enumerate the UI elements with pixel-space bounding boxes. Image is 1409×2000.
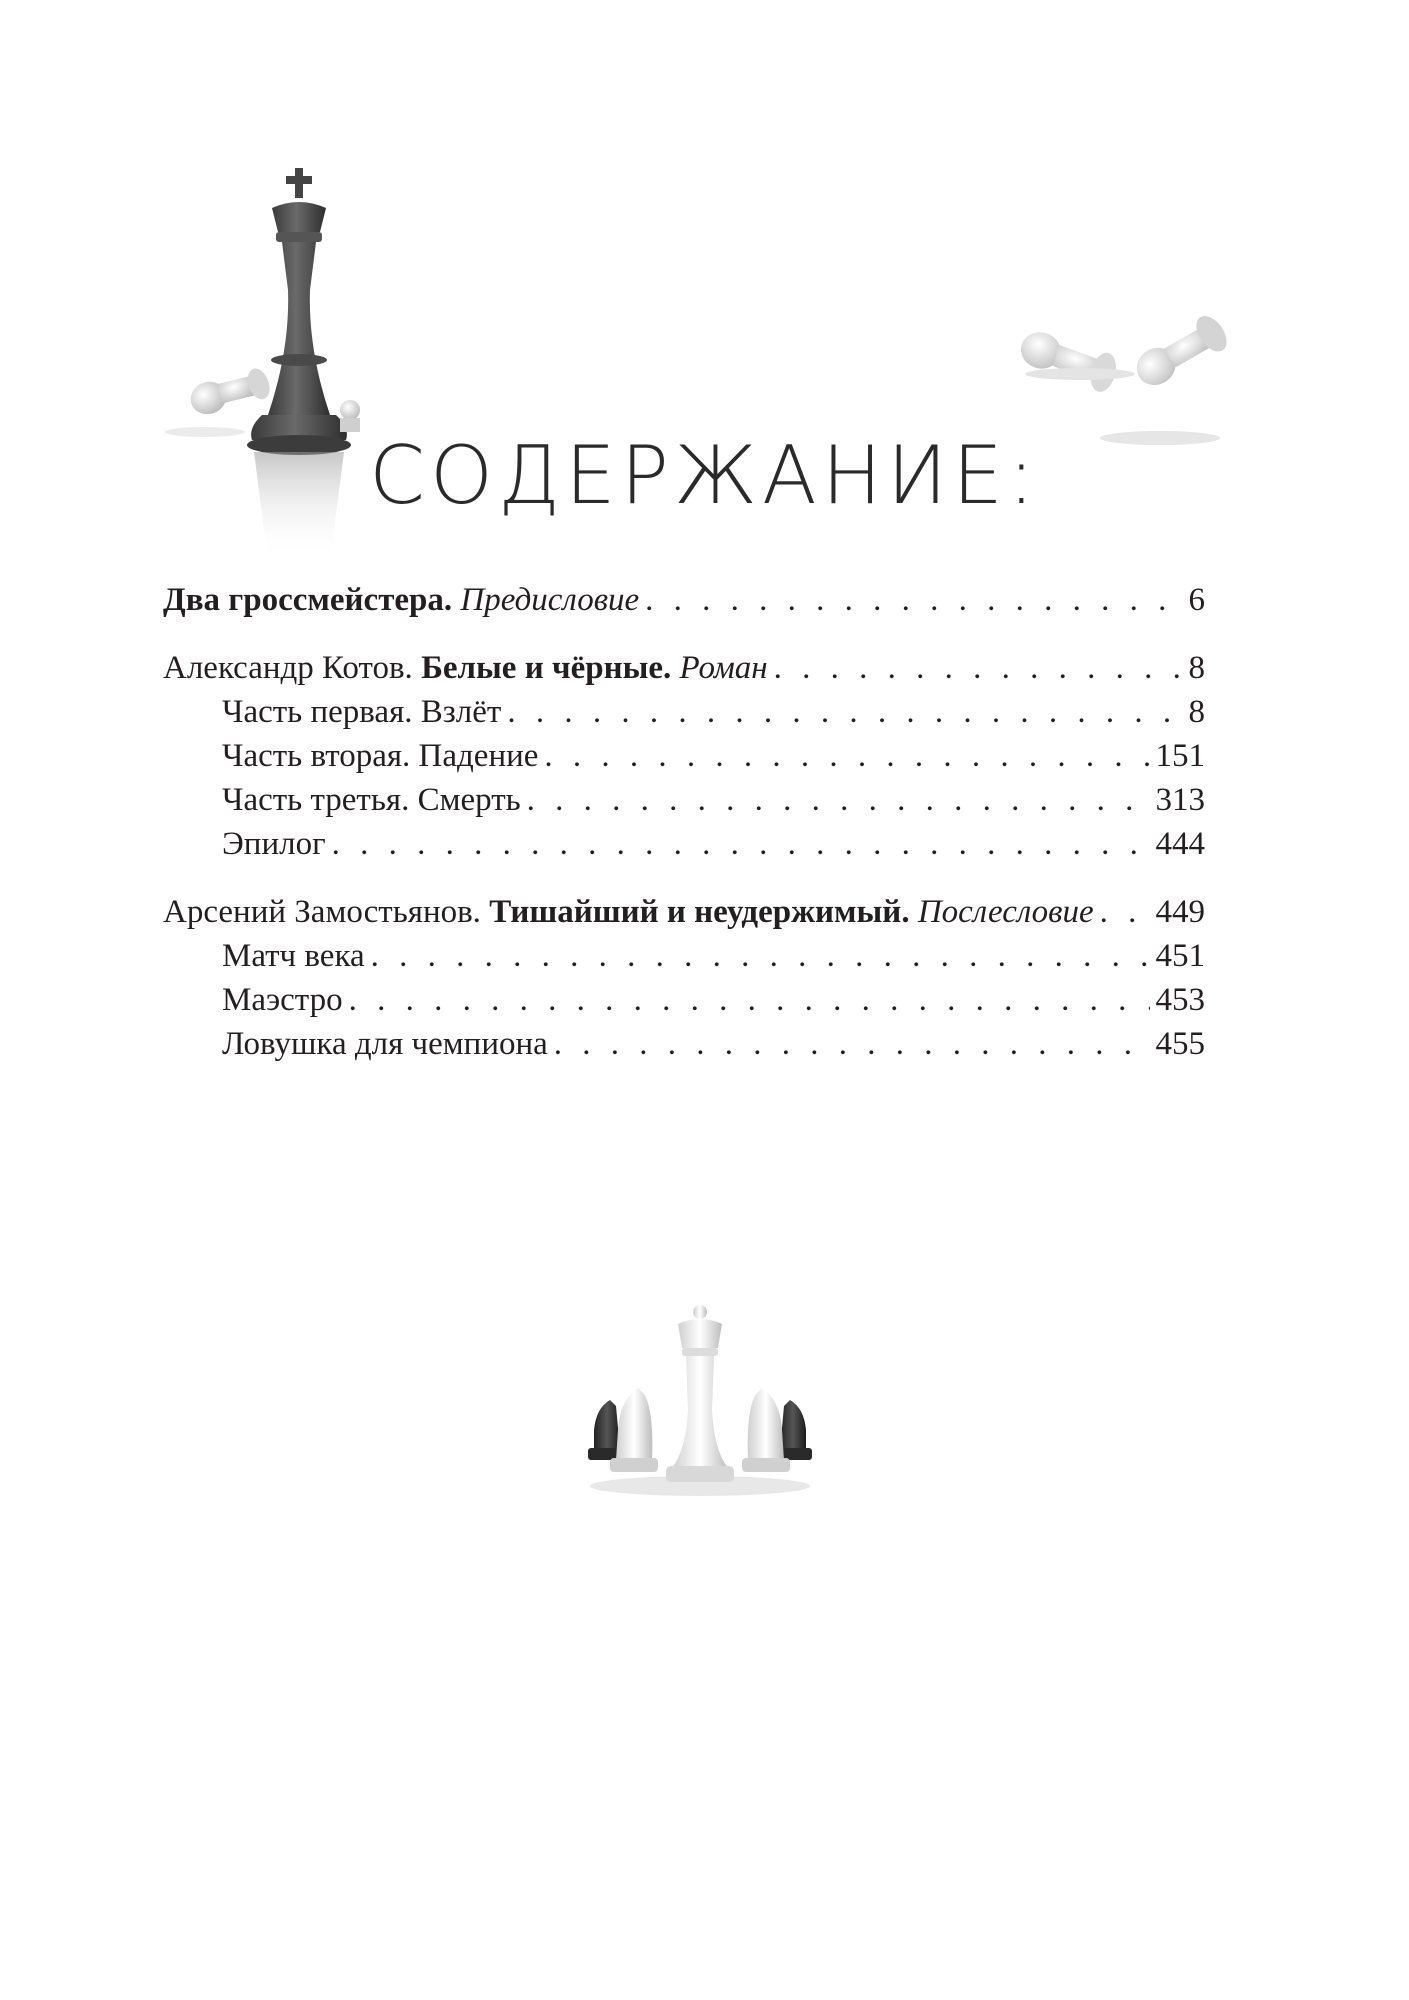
dot-leader [554, 1022, 1150, 1066]
toc-subentry[interactable] [163, 822, 1205, 866]
toc-page-number: 451 [1155, 938, 1205, 974]
toc-subentry-label: Маэстро [222, 982, 343, 1018]
toc-page-number: 8 [1188, 650, 1205, 686]
toc-entry-genre: Послесловие [917, 894, 1094, 930]
toc-subentry-label: Часть вторая. Падение [222, 738, 539, 774]
dot-leader [349, 978, 1150, 1022]
toc-subentry[interactable] [163, 934, 1205, 978]
toc-entry-afterword[interactable] [163, 890, 1205, 934]
toc-entry-title: Белые и чёрные. [421, 650, 672, 686]
table-of-contents [163, 578, 1205, 1066]
toc-subentry-label: Часть третья. Смерть [222, 782, 521, 818]
toc-page-number: 444 [1155, 826, 1205, 862]
dot-leader [507, 690, 1182, 734]
dot-leader [1100, 890, 1150, 934]
dot-leader [332, 822, 1150, 866]
dot-leader [544, 734, 1149, 778]
dot-leader [645, 578, 1182, 622]
toc-subentry-label: Часть первая. Взлёт [222, 694, 502, 730]
toc-page-number: 453 [1155, 982, 1205, 1018]
toc-subentry[interactable] [163, 778, 1205, 822]
toc-entry-author: Александр Котов. [163, 650, 413, 686]
fallen-pawns-icon [1010, 300, 1230, 450]
toc-entry-foreword[interactable] [163, 578, 1205, 622]
toc-entry-novel[interactable] [163, 646, 1205, 690]
dot-leader [527, 778, 1150, 822]
toc-page-number: 455 [1155, 1026, 1205, 1062]
toc-subentry[interactable] [163, 978, 1205, 1022]
toc-subentry-label: Эпилог [222, 826, 326, 862]
toc-page-number: 6 [1188, 582, 1205, 618]
toc-subentry-label: Матч века [222, 938, 365, 974]
chess-pieces-group-icon [580, 1300, 820, 1500]
toc-page-number: 449 [1155, 894, 1205, 930]
toc-entry-author: Арсений Замостьянов. [163, 894, 481, 930]
toc-page-number: 313 [1155, 782, 1205, 818]
toc-subentry[interactable] [163, 734, 1205, 778]
page-title: СОДЕРЖАНИЕ: [369, 428, 1040, 522]
toc-subentry[interactable] [163, 690, 1205, 734]
dot-leader [774, 646, 1183, 690]
toc-subentry[interactable] [163, 1022, 1205, 1066]
toc-entry-title: Тишайший и неудержимый. [489, 894, 910, 930]
dot-leader [371, 934, 1150, 978]
toc-page-number: 8 [1188, 694, 1205, 730]
toc-subentry-label: Ловушка для чемпиона [222, 1026, 548, 1062]
toc-entry-genre: Предисловие [460, 582, 640, 618]
toc-page-number: 151 [1155, 738, 1205, 774]
toc-entry-title: Два гроссмейстера. [163, 582, 453, 618]
toc-entry-genre: Роман [679, 650, 768, 686]
